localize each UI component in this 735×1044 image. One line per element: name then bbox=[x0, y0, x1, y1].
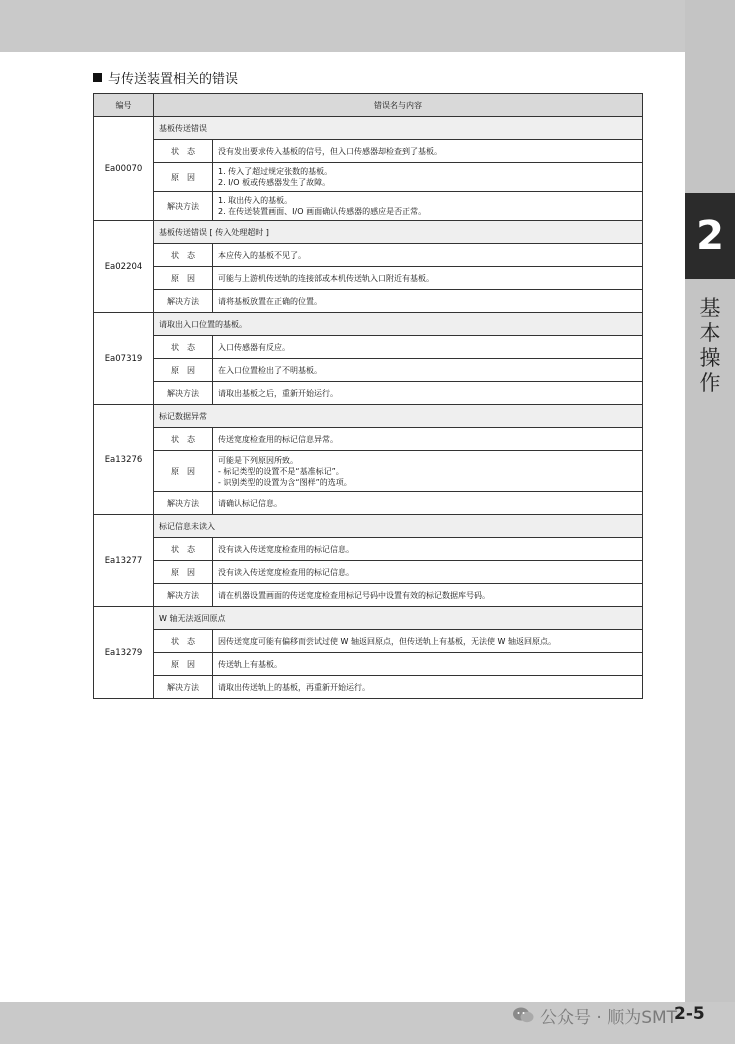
cause-text bbox=[213, 653, 643, 676]
error-state-row bbox=[94, 140, 643, 163]
chapter-title-char: 本 bbox=[699, 321, 721, 345]
error-state-row bbox=[94, 538, 643, 561]
solution-text bbox=[213, 290, 643, 313]
state-label: 状 态 bbox=[154, 140, 213, 163]
header-content: 错误名与内容 bbox=[154, 94, 643, 117]
error-cause-row bbox=[94, 451, 643, 492]
solution-line: 1. 取出传入的基板。 bbox=[218, 196, 293, 205]
chapter-title-char: 基 bbox=[699, 296, 721, 320]
solution-label: 解决方法 bbox=[154, 676, 213, 699]
cause-line: 2. I/O 板或传感器发生了故障。 bbox=[218, 178, 331, 187]
cause-line: 1. 传入了超过规定张数的基板。 bbox=[218, 167, 333, 176]
cause-label: 原 因 bbox=[154, 653, 213, 676]
solution-line: 请取出基板之后，重新开始运行。 bbox=[218, 388, 338, 398]
chapter-title-char: 作 bbox=[699, 371, 721, 395]
solution-label: 解决方法 bbox=[154, 290, 213, 313]
state-text bbox=[213, 538, 643, 561]
cause-line: 传送轨上有基板。 bbox=[218, 659, 282, 669]
error-table bbox=[93, 93, 643, 699]
section-title-text: 与传送装置相关的错误 bbox=[108, 72, 239, 87]
error-title-row bbox=[94, 515, 643, 538]
state-label: 状 态 bbox=[154, 630, 213, 653]
error-cause-row bbox=[94, 359, 643, 382]
wechat-icon bbox=[512, 1006, 534, 1024]
error-cause-row bbox=[94, 561, 643, 584]
error-code: Ea07319 bbox=[94, 313, 154, 405]
chapter-side-strip bbox=[685, 0, 735, 1044]
error-title: 基板传送错误 bbox=[154, 117, 643, 140]
solution-text bbox=[213, 492, 643, 515]
cause-text bbox=[213, 561, 643, 584]
solution-text bbox=[213, 192, 643, 221]
cause-line: - 标记类型的设置不是“基准标记”。 bbox=[218, 466, 344, 476]
solution-label: 解决方法 bbox=[154, 492, 213, 515]
error-title-row bbox=[94, 221, 643, 244]
solution-line: 请将基板放置在正确的位置。 bbox=[218, 296, 322, 306]
cause-label: 原 因 bbox=[154, 267, 213, 290]
cause-label: 原 因 bbox=[154, 163, 213, 192]
chapter-title-char: 操 bbox=[699, 346, 721, 370]
cause-text bbox=[213, 267, 643, 290]
cause-line: 没有读入传送宽度检查用的标记信息。 bbox=[218, 567, 354, 577]
page-number: 2-5 bbox=[674, 1004, 705, 1024]
watermark-text: 公众号 · 顺为SMT bbox=[540, 1007, 678, 1028]
cause-label: 原 因 bbox=[154, 359, 213, 382]
error-cause-row bbox=[94, 267, 643, 290]
error-title: 请取出入口位置的基板。 bbox=[154, 313, 643, 336]
top-band bbox=[0, 0, 735, 52]
chapter-title bbox=[685, 296, 735, 396]
error-code: Ea13276 bbox=[94, 405, 154, 515]
solution-line: 请确认标记信息。 bbox=[218, 498, 282, 508]
solution-line: 请取出传送轨上的基板，再重新开始运行。 bbox=[218, 682, 370, 692]
solution-text bbox=[213, 382, 643, 405]
state-line: 传送宽度检查用的标记信息异常。 bbox=[218, 434, 338, 444]
solution-line: 请在机器设置画面的传送宽度检查用标记号码中设置有效的标记数据库号码。 bbox=[218, 590, 490, 600]
error-title: 标记数据异常 bbox=[154, 405, 643, 428]
solution-line: 2. 在传送装置画面、I/O 画面确认传感器的感应是否正常。 bbox=[218, 207, 427, 216]
solution-text bbox=[213, 676, 643, 699]
state-line: 入口传感器有反应。 bbox=[218, 342, 290, 352]
error-solution-row bbox=[94, 584, 643, 607]
error-state-row bbox=[94, 630, 643, 653]
state-label: 状 态 bbox=[154, 336, 213, 359]
solution-text bbox=[213, 584, 643, 607]
chapter-number: 2 bbox=[685, 193, 735, 279]
state-text bbox=[213, 630, 643, 653]
state-label: 状 态 bbox=[154, 538, 213, 561]
state-line: 没有读入传送宽度检查用的标记信息。 bbox=[218, 544, 354, 554]
footer-watermark bbox=[512, 1004, 677, 1026]
error-state-row bbox=[94, 336, 643, 359]
error-code: Ea00070 bbox=[94, 117, 154, 221]
section-title bbox=[93, 68, 238, 87]
error-cause-row bbox=[94, 653, 643, 676]
state-line: 因传送宽度可能有偏移而尝试过使 W 轴返回原点，但传送轨上有基板，无法使 W 轴返回原点。 bbox=[218, 636, 556, 646]
error-title: 标记信息未读入 bbox=[154, 515, 643, 538]
error-title: 基板传送错误 [ 传入处理超时 ] bbox=[154, 221, 643, 244]
state-text bbox=[213, 428, 643, 451]
error-code: Ea13277 bbox=[94, 515, 154, 607]
state-text bbox=[213, 140, 643, 163]
error-title-row bbox=[94, 117, 643, 140]
solution-label: 解决方法 bbox=[154, 192, 213, 221]
error-solution-row bbox=[94, 290, 643, 313]
cause-text bbox=[213, 451, 643, 492]
cause-label: 原 因 bbox=[154, 451, 213, 492]
table-header-row bbox=[94, 94, 643, 117]
error-state-row bbox=[94, 244, 643, 267]
state-line: 没有发出要求传入基板的信号，但入口传感器却检查到了基板。 bbox=[218, 146, 442, 156]
state-label: 状 态 bbox=[154, 428, 213, 451]
state-text bbox=[213, 336, 643, 359]
solution-label: 解决方法 bbox=[154, 382, 213, 405]
error-title-row bbox=[94, 607, 643, 630]
state-label: 状 态 bbox=[154, 244, 213, 267]
error-code: Ea13279 bbox=[94, 607, 154, 699]
error-solution-row bbox=[94, 192, 643, 221]
cause-line: 可能与上游机传送轨的连接部或本机传送轨入口附近有基板。 bbox=[218, 273, 434, 283]
cause-text bbox=[213, 359, 643, 382]
state-line: 本应传入的基板不见了。 bbox=[218, 250, 306, 260]
cause-line: - 识别类型的设置为含“图样”的选项。 bbox=[218, 477, 352, 487]
cause-line: 可能是下列原因所致。 bbox=[218, 455, 298, 465]
cause-label: 原 因 bbox=[154, 561, 213, 584]
error-title: W 轴无法返回原点 bbox=[154, 607, 643, 630]
cause-line: 在入口位置检出了不明基板。 bbox=[218, 365, 322, 375]
state-text bbox=[213, 244, 643, 267]
error-cause-row bbox=[94, 163, 643, 192]
error-code: Ea02204 bbox=[94, 221, 154, 313]
error-title-row bbox=[94, 313, 643, 336]
error-solution-row bbox=[94, 676, 643, 699]
header-code: 编号 bbox=[94, 94, 154, 117]
error-solution-row bbox=[94, 492, 643, 515]
error-state-row bbox=[94, 428, 643, 451]
error-title-row bbox=[94, 405, 643, 428]
solution-label: 解决方法 bbox=[154, 584, 213, 607]
error-solution-row bbox=[94, 382, 643, 405]
cause-text bbox=[213, 163, 643, 192]
bullet-square-icon bbox=[93, 73, 102, 82]
